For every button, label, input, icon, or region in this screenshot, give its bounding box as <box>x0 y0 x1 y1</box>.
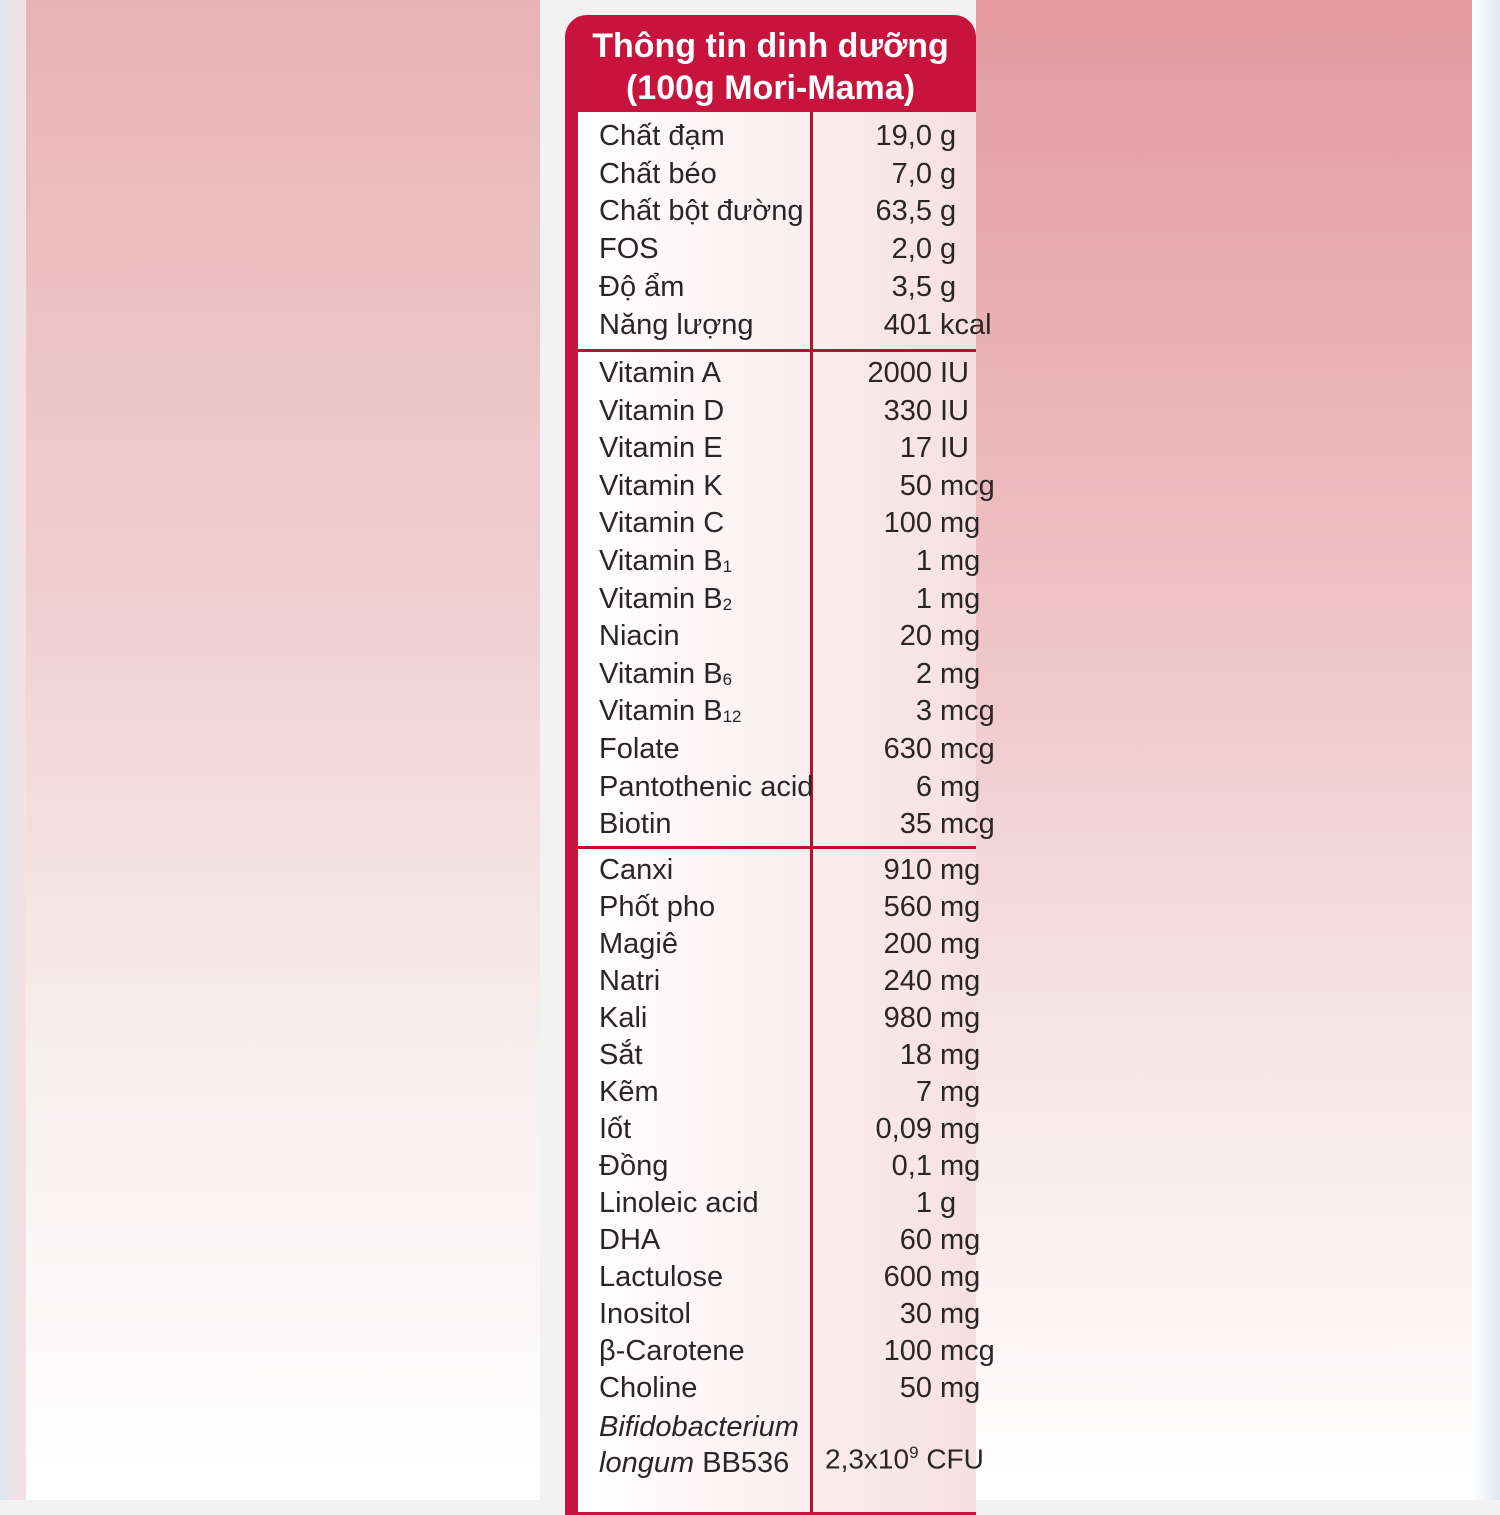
nutrient-unit: mg <box>940 854 981 886</box>
package-left-face <box>0 0 540 1500</box>
nutrient-name: Canxi <box>599 854 674 886</box>
title-line-1: Thông tin dinh dưỡng <box>592 27 949 65</box>
nutrient-amount: 630 <box>883 733 932 765</box>
nutrient-amount: 1 <box>915 545 932 577</box>
nutrient-amount: 910 <box>883 854 932 886</box>
nutrient-unit: mg <box>940 1298 981 1330</box>
probiotic-amount <box>825 1443 984 1475</box>
nutrient-unit: mcg <box>940 733 995 765</box>
nutrient-amount: 0,1 <box>891 1150 932 1182</box>
nutrient-name: Pantothenic acid <box>599 771 814 803</box>
nutrient-amount: 3 <box>915 695 932 727</box>
nutrient-unit: g <box>940 233 957 265</box>
nutrient-name: Đồng <box>599 1150 669 1182</box>
nutrient-unit: mg <box>940 1002 981 1034</box>
nutrient-unit: mg <box>940 965 981 997</box>
nutrient-name: Vitamin E <box>599 432 723 464</box>
nutrient-name: Vitamin $B_6$ <box>599 658 733 690</box>
nutrient-name: Năng lượng <box>599 309 754 341</box>
nutrient-unit: g <box>940 195 957 227</box>
nutrient-unit: mg <box>940 1261 981 1293</box>
nutrient-amount: 330 <box>883 395 932 427</box>
nutrient-amount: 18 <box>899 1039 932 1071</box>
nutrient-amount: 19,0 <box>875 120 932 152</box>
nutrient-amount: 600 <box>883 1261 932 1293</box>
nutrient-amount: 2 <box>915 658 932 690</box>
nutrient-unit: mg <box>940 928 981 960</box>
nutrient-name: Sắt <box>599 1039 643 1071</box>
nutrient-amount: 240 <box>883 965 932 997</box>
nutrient-amount: 63,5 <box>875 195 932 227</box>
nutrient-amount: 6 <box>915 771 932 803</box>
section-divider-1 <box>578 349 976 352</box>
nutrient-name: Chất đạm <box>599 120 725 152</box>
nutrient-name: Vitamin $B_{12}$ <box>599 695 742 727</box>
nutrient-name: Inositol <box>599 1298 691 1330</box>
nutrient-amount: 100 <box>883 1335 932 1367</box>
nutrient-name: Phốt pho <box>599 891 716 923</box>
nutrient-name: Vitamin A <box>599 357 721 389</box>
nutrient-name: Vitamin $B_2$ <box>599 583 733 615</box>
nutrient-unit: mg <box>940 620 981 652</box>
nutrient-unit: g <box>940 1187 957 1219</box>
nutrient-unit: mcg <box>940 808 995 840</box>
nutrient-unit: g <box>940 120 957 152</box>
probiotic-amount-base: 2,3x10 <box>825 1443 910 1475</box>
probiotic-amount-exp: 9 <box>909 1443 919 1462</box>
nutrient-unit: mg <box>940 545 981 577</box>
nutrient-amount: 1 <box>915 1187 932 1219</box>
nutrient-name: Biotin <box>599 808 672 840</box>
nutrient-name: β-Carotene <box>599 1335 745 1367</box>
nutrient-amount: 3,5 <box>891 271 932 303</box>
nutrient-amount: 980 <box>883 1002 932 1034</box>
nutrient-name: DHA <box>599 1224 661 1256</box>
nutrient-unit: mcg <box>940 695 995 727</box>
nutrient-amount: 2000 <box>867 357 932 389</box>
nutrient-amount: 200 <box>883 928 932 960</box>
nutrient-amount: 50 <box>899 470 932 502</box>
nutrient-amount: 60 <box>899 1224 932 1256</box>
package-right-face <box>976 0 1500 1500</box>
nutrient-amount: 20 <box>899 620 932 652</box>
title-line-2: (100g Mori-Mama) <box>625 69 916 107</box>
nutrient-amount: 100 <box>883 507 932 539</box>
package-right-edge <box>1472 0 1500 1500</box>
probiotic-strain: BB536 <box>702 1447 790 1479</box>
nutrient-name: Độ ẩm <box>599 271 685 303</box>
nutrition-title <box>565 25 976 111</box>
probiotic-amount-unit: CFU <box>926 1443 984 1475</box>
nutrient-amount: 17 <box>899 432 932 464</box>
nutrient-amount: 7,0 <box>891 158 932 190</box>
nutrient-unit: g <box>940 158 957 190</box>
nutrient-amount: 0,09 <box>875 1113 932 1145</box>
probiotic-name-line1: Bifidobacterium <box>599 1411 799 1443</box>
nutrient-unit: mg <box>940 1150 981 1182</box>
nutrient-name: Folate <box>599 733 680 765</box>
nutrient-unit: mcg <box>940 470 995 502</box>
nutrient-unit: mg <box>940 1113 981 1145</box>
nutrient-name: Kali <box>599 1002 648 1034</box>
nutrient-unit: IU <box>940 432 969 464</box>
nutrient-unit: mg <box>940 1372 981 1404</box>
nutrient-unit: mg <box>940 583 981 615</box>
section-divider-2 <box>578 846 976 849</box>
nutrient-unit: IU <box>940 395 969 427</box>
nutrient-name: Choline <box>599 1372 698 1404</box>
nutrient-unit: kcal <box>940 309 992 341</box>
nutrient-unit: mcg <box>940 1335 995 1367</box>
nutrient-name: Vitamin $B_1$ <box>599 545 733 577</box>
nutrient-name: Chất béo <box>599 158 717 190</box>
nutrient-name: Vitamin C <box>599 507 725 539</box>
nutrient-name: Kẽm <box>599 1076 659 1108</box>
nutrient-amount: 1 <box>915 583 932 615</box>
nutrient-name: Iốt <box>599 1113 632 1145</box>
nutrient-name: Magiê <box>599 928 678 960</box>
probiotic-species: longum <box>599 1447 695 1479</box>
nutrient-unit: mg <box>940 507 981 539</box>
nutrient-name: Natri <box>599 965 661 997</box>
nutrient-unit: mg <box>940 771 981 803</box>
nutrient-unit: g <box>940 271 957 303</box>
nutrient-amount: 2,0 <box>891 233 932 265</box>
package-left-edge <box>0 0 26 1500</box>
nutrient-unit: IU <box>940 357 969 389</box>
nutrient-name: Vitamin D <box>599 395 725 427</box>
nutrient-amount: 560 <box>883 891 932 923</box>
nutrient-unit: mg <box>940 1039 981 1071</box>
nutrient-name: Linoleic acid <box>599 1187 759 1219</box>
nutrient-name: Lactulose <box>599 1261 724 1293</box>
nutrient-name: Chất bột đường <box>599 195 804 227</box>
nutrient-amount: 35 <box>899 808 932 840</box>
nutrient-amount: 7 <box>915 1076 932 1108</box>
nutrient-amount: 401 <box>883 309 932 341</box>
column-divider <box>810 112 813 1512</box>
nutrient-name: FOS <box>599 233 659 265</box>
nutrient-unit: mg <box>940 658 981 690</box>
nutrient-unit: mg <box>940 1224 981 1256</box>
nutrient-unit: mg <box>940 1076 981 1108</box>
nutrient-name: Niacin <box>599 620 680 652</box>
probiotic-name-line2 <box>599 1447 789 1480</box>
nutrient-unit: mg <box>940 891 981 923</box>
nutrient-amount: 50 <box>899 1372 932 1404</box>
nutrient-amount: 30 <box>899 1298 932 1330</box>
nutrient-name: Vitamin K <box>599 470 723 502</box>
